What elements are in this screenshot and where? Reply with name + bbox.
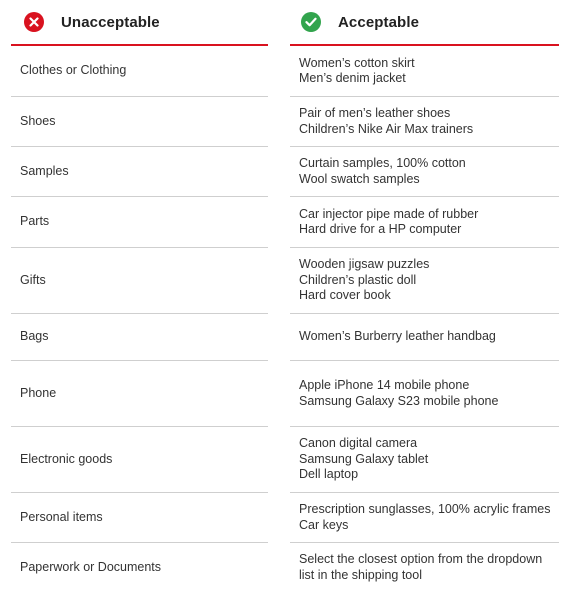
- unacceptable-row: [11, 543, 268, 592]
- acceptable-example-line: Samsung Galaxy tablet: [299, 451, 429, 466]
- acceptable-row: [290, 543, 559, 592]
- acceptable-examples: [299, 502, 551, 533]
- unacceptable-row: [11, 147, 268, 197]
- unacceptable-row: [11, 97, 268, 147]
- unacceptable-row: [11, 427, 268, 493]
- red-x-circle-icon: [24, 12, 44, 32]
- acceptable-examples: [299, 156, 466, 187]
- acceptable-row: [290, 427, 559, 493]
- unacceptable-item-label: Electronic goods: [20, 451, 113, 466]
- unacceptable-row: [11, 314, 268, 361]
- acceptable-examples: [299, 436, 428, 483]
- unacceptable-header: [11, 0, 268, 46]
- acceptable-example-line: Children’s plastic doll: [299, 272, 417, 287]
- unacceptable-item-label: Gifts: [20, 272, 46, 287]
- acceptable-header: [290, 0, 559, 46]
- acceptable-examples: [299, 378, 498, 409]
- acceptable-example-line: Apple iPhone 14 mobile phone: [299, 378, 470, 392]
- unacceptable-item-label: Parts: [20, 214, 50, 229]
- acceptable-examples: [299, 207, 478, 238]
- acceptable-example-line: Prescription sunglasses, 100% acrylic frames: [299, 502, 551, 516]
- acceptable-row: [290, 248, 559, 314]
- acceptable-row: [290, 46, 559, 97]
- acceptable-title: Acceptable: [338, 13, 420, 31]
- acceptable-example-line: Children’s Nike Air Max trainers: [299, 121, 474, 136]
- acceptable-examples: [299, 552, 542, 583]
- acceptable-example-line: Car injector pipe made of rubber: [299, 206, 479, 221]
- unacceptable-item-label: Paperwork or Documents: [20, 559, 162, 574]
- acceptable-example-line: list in the shipping tool: [299, 567, 422, 582]
- acceptable-examples: [299, 106, 473, 137]
- unacceptable-item-label: Bags: [20, 329, 49, 344]
- acceptable-example-line: Women’s Burberry leather handbag: [299, 329, 496, 344]
- acceptable-row: [290, 147, 559, 197]
- unacceptable-row: [11, 493, 268, 543]
- acceptable-example-line: Samsung Galaxy S23 mobile phone: [299, 393, 499, 408]
- acceptable-column: [290, 0, 559, 592]
- unacceptable-row: [11, 248, 268, 314]
- acceptable-row: [290, 493, 559, 543]
- acceptable-example-line: Women’s cotton skirt: [299, 55, 415, 70]
- acceptable-examples: [299, 56, 415, 87]
- acceptable-example-line: Car keys: [299, 517, 349, 532]
- acceptable-example-line: Curtain samples, 100% cotton: [299, 156, 466, 170]
- unacceptable-row: [11, 361, 268, 427]
- acceptable-examples: [299, 329, 496, 345]
- acceptable-example-line: Pair of men’s leather shoes: [299, 106, 451, 120]
- acceptable-examples: [299, 257, 429, 304]
- acceptable-list: [290, 46, 559, 592]
- acceptable-row: [290, 314, 559, 361]
- acceptable-example-line: Men’s denim jacket: [299, 71, 406, 85]
- unacceptable-item-label: Personal items: [20, 509, 103, 524]
- acceptable-row: [290, 97, 559, 147]
- unacceptable-item-label: Phone: [20, 385, 57, 400]
- unacceptable-item-label: Clothes or Clothing: [20, 63, 127, 78]
- unacceptable-item-label: Shoes: [20, 113, 56, 128]
- unacceptable-item-label: Samples: [20, 163, 69, 178]
- green-check-circle-icon: [301, 12, 321, 32]
- acceptable-example-line: Hard drive for a HP computer: [299, 222, 462, 236]
- acceptable-example-line: Select the closest option from the dropdown: [299, 552, 543, 566]
- acceptable-example-line: Dell laptop: [299, 467, 359, 482]
- acceptable-example-line: Wool swatch samples: [299, 171, 420, 186]
- unacceptable-title: Unacceptable: [61, 13, 160, 31]
- acceptable-example-line: Canon digital camera: [299, 436, 418, 451]
- acceptable-example-line: Hard cover book: [299, 288, 391, 303]
- unacceptable-row: [11, 197, 268, 248]
- unacceptable-column: [11, 0, 268, 592]
- acceptable-example-line: Wooden jigsaw puzzles: [299, 257, 430, 272]
- unacceptable-list: [11, 46, 268, 592]
- unacceptable-row: [11, 46, 268, 97]
- acceptable-row: [290, 197, 559, 248]
- acceptable-row: [290, 361, 559, 427]
